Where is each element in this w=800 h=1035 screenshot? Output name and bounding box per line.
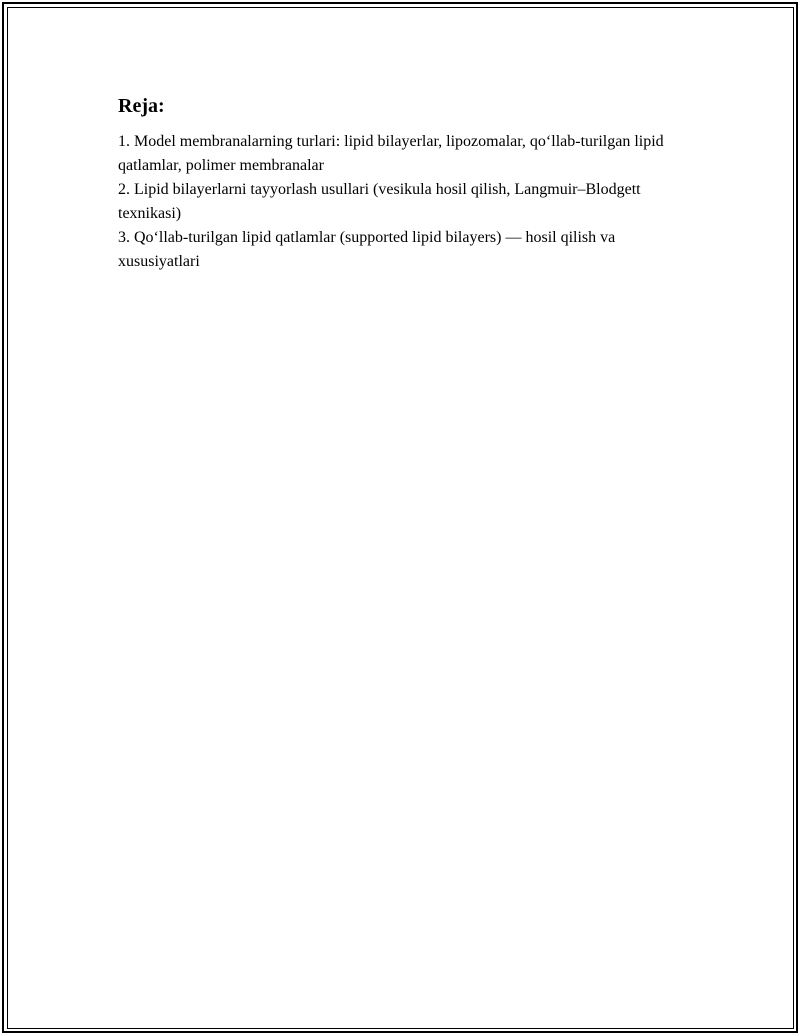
plan-item-2: 2. Lipid bilayerlarni tayyorlash usullari (vesikula hosil qilish, Langmuir–Blodgett texnikasi): [118, 181, 641, 222]
plan-item-3: 3. Qo‘llab-turilgan lipid qatlamlar (supported lipid bilayers) — hosil qilish va xususiyatlari: [118, 229, 616, 270]
plan-item-1: 1. Model membranalarning turlari: lipid bilayerlar, lipozomalar, qo‘llab-turilgan lipid qatlamlar, polimer membranalar: [118, 133, 664, 174]
plan-list: [118, 130, 678, 274]
plan-heading: Reja:: [118, 95, 165, 117]
document-body: [118, 92, 678, 274]
